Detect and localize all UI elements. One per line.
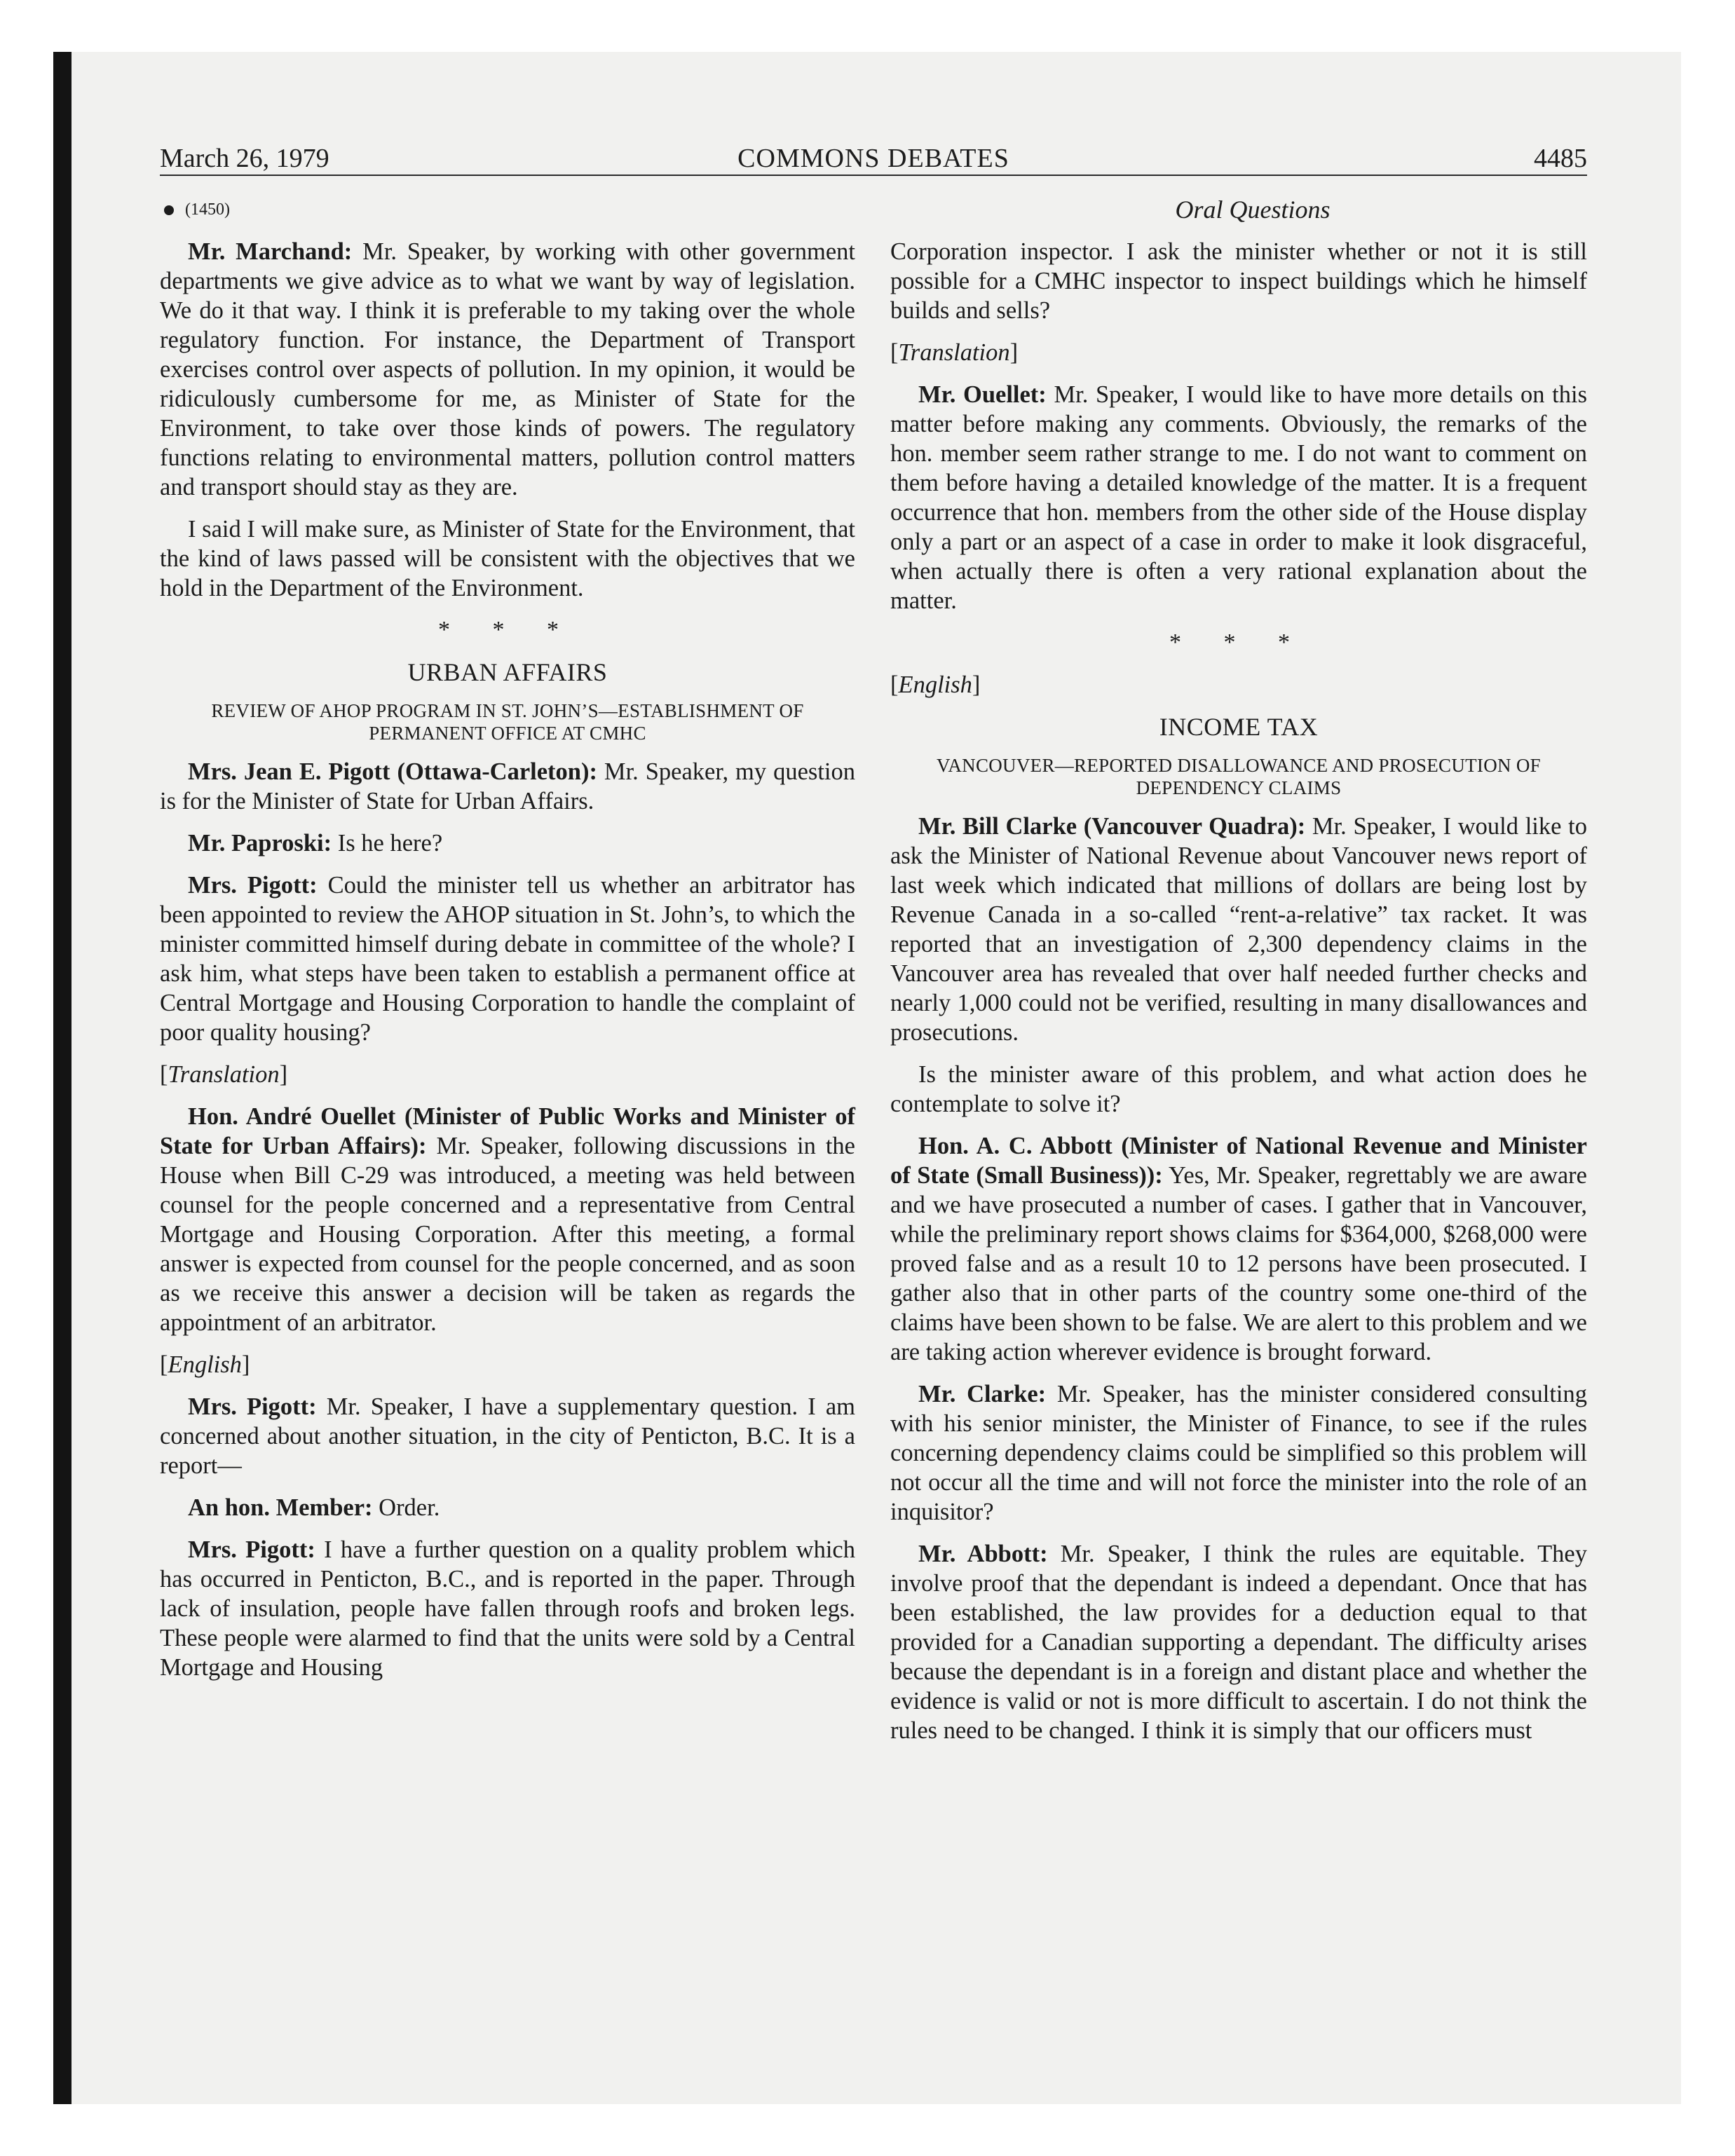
- paragraph: Corporation inspector. I ask the minister whether or not it is still possible for a CMHC inspector to inspect buildings which he himself builds and sells?: [890, 238, 1587, 324]
- paragraph: Mrs. Pigott: Mr. Speaker, I have a supplementary question. I am concerned about another situation, in the city of Penticton, B.C. It is a report—: [160, 1393, 855, 1479]
- paragraph: Is the minister aware of this problem, and what action does he contemplate to solve it?: [890, 1061, 1587, 1117]
- speaker-name: Hon. A. C. Abbott (Minister of National Revenue and Minister of State (Small Business)):: [890, 1133, 1587, 1189]
- header-page-number: 4485: [1534, 144, 1587, 173]
- header-title: COMMONS DEBATES: [737, 144, 1009, 173]
- speaker-name: Mr. Marchand:: [188, 238, 353, 265]
- language-tag: [English]: [160, 1351, 250, 1378]
- paragraph: Mr. Paproski: Is he here?: [188, 830, 443, 857]
- time-stamp: (1450): [160, 195, 855, 224]
- section-heading: INCOME TAX: [1159, 713, 1319, 741]
- speaker-name: Mr. Abbott:: [918, 1541, 1048, 1567]
- speaker-name: An hon. Member:: [188, 1494, 373, 1521]
- paragraph: Mr. Clarke: Mr. Speaker, has the minister considered consulting with his senior minister, the Minister of Finance, to see if the rules concerning dependency claims could be simplified so this problem will not occur all the time and will not force the minister into the role of an inquisitor?: [890, 1381, 1587, 1525]
- page-header: [160, 140, 1587, 182]
- speaker-name: Mrs. Pigott:: [188, 1536, 315, 1563]
- language-tag: [English]: [890, 671, 981, 698]
- paragraph: Mr. Abbott: Mr. Speaker, I think the rules are equitable. They involve proof that the dependant is indeed a dependant. Once that has been established, the law provides for a deduction equal to that provided for a Canadian supporting a dependant. The difficulty arises because the dependant is in a foreign and distant place and whether the evidence is valid or not is more difficult to ascertain. I do not think the rules need to be changed. I think it is simply that our officers must: [890, 1541, 1587, 1744]
- section-subheading: REVIEW OF AHOP PROGRAM IN ST. JOHN’S—ESTABLISHMENT OF PERMANENT OFFICE AT CMHC: [211, 700, 804, 744]
- language-tag: [Translation]: [160, 1061, 288, 1088]
- paragraph: Hon. A. C. Abbott (Minister of National Revenue and Minister of State (Small Business)): Yes, Mr. Speaker, regrettably we are aware and we have prosecuted a number of cases. I gather that in Vancouver, while the preliminary report shows claims for $364,000, $268,000 were proved false and as a result 10 to 12 persons have been prosecuted. I gather also that in other parts of the country some one-third of the claims have been shown to be false. We are alert to this problem and we are taking action wherever evidence is brought forward.: [890, 1133, 1587, 1365]
- running-head: Oral Questions: [1175, 196, 1331, 224]
- paragraph: Hon. André Ouellet (Minister of Public Works and Minister of State for Urban Affairs): Mr. Speaker, following discussions in the House when Bill C-29 was introduced, a meeting was held between counsel for the people concerned and a representative from Central Mortgage and Housing Corporation. After this meeting, a formal answer is expected from counsel for the people concerned, and as soon as we receive this answer a decision will be taken as regards the appointment of an arbitrator.: [160, 1103, 855, 1336]
- scan-edge: [53, 52, 72, 2104]
- left-column: [160, 195, 855, 1695]
- section-break: * * *: [438, 617, 577, 643]
- speaker-name: Mrs. Pigott:: [188, 872, 318, 899]
- section-break: * * *: [1169, 629, 1308, 655]
- right-column: [890, 195, 1587, 1758]
- speaker-name: Mr. Ouellet:: [918, 381, 1047, 408]
- paragraph: Mrs. Jean E. Pigott (Ottawa-Carleton): Mr. Speaker, my question is for the Minister of State for Urban Affairs.: [160, 758, 855, 814]
- speaker-name: Hon. André Ouellet (Minister of Public Works and Minister of State for Urban Affairs):: [160, 1103, 855, 1159]
- paragraph: Mrs. Pigott: Could the minister tell us whether an arbitrator has been appointed to review the AHOP situation in St. John’s, to which the minister committed himself during debate in committee of the whole? I ask him, what steps have been taken to establish a permanent office at Central Mortgage and Housing Corporation to handle the complaint of poor quality housing?: [160, 872, 855, 1046]
- speaker-name: Mrs. Pigott:: [188, 1393, 317, 1420]
- paragraph: I said I will make sure, as Minister of State for the Environment, that the kind of laws passed will be consistent with the objectives that we hold in the Department of the Environment.: [160, 516, 855, 601]
- speaker-name: Mr. Paproski:: [188, 830, 332, 857]
- paragraph: Mr. Marchand: Mr. Speaker, by working with other government departments we give advice as to what we want by way of legislation. We do it that way. I think it is preferable to my taking over the whole regulatory function. For instance, the Department of Transport exercises control over aspects of pollution. In my opinion, it would be ridiculously cumbersome for me, as Minister of State for the Environment, to take over those kinds of powers. The regulatory functions relating to environmental matters, pollution control matters and transport should stay as they are.: [160, 238, 855, 500]
- header-date: March 26, 1979: [160, 144, 329, 173]
- section-subheading: VANCOUVER—REPORTED DISALLOWANCE AND PROSECUTION OF DEPENDENCY CLAIMS: [937, 755, 1541, 798]
- paragraph: An hon. Member: Order.: [188, 1494, 440, 1521]
- speaker-name: Mr. Bill Clarke (Vancouver Quadra):: [918, 813, 1306, 840]
- language-tag: [Translation]: [890, 339, 1019, 366]
- paragraph: Mr. Bill Clarke (Vancouver Quadra): Mr. Speaker, I would like to ask the Minister of National Revenue about Vancouver news report of last week which indicated that millions of dollars are being lost by Revenue Canada in a so-called “rent-a-relative” tax racket. It was reported that an investigation of 2,300 dependency claims in the Vancouver area has revealed that over half needed further checks and nearly 1,000 could not be verified, resulting in many disallowances and prosecutions.: [890, 813, 1587, 1046]
- section-heading: URBAN AFFAIRS: [407, 658, 608, 686]
- bullet-icon: [164, 205, 174, 215]
- speaker-name: Mrs. Jean E. Pigott (Ottawa-Carleton):: [188, 758, 597, 785]
- paragraph: Mr. Ouellet: Mr. Speaker, I would like to have more details on this matter before making any comments. Obviously, the remarks of the hon. member seem rather strange to me. I do not want to comment on them before having a detailed knowledge of the matter. It is a frequent occurrence that hon. members from the other side of the House display only a part or an aspect of a case in order to make it look disgraceful, when actually there is often a very rational explanation about the matter.: [890, 381, 1587, 614]
- speaker-name: Mr. Clarke:: [918, 1381, 1047, 1407]
- header-rule: [160, 175, 1587, 176]
- paragraph: Mrs. Pigott: I have a further question on a quality problem which has occurred in Penticton, B.C., and is reported in the paper. Through lack of insulation, people have fallen through roofs and broken legs. These people were alarmed to find that the units were sold by a Central Mortgage and Housing: [160, 1536, 855, 1681]
